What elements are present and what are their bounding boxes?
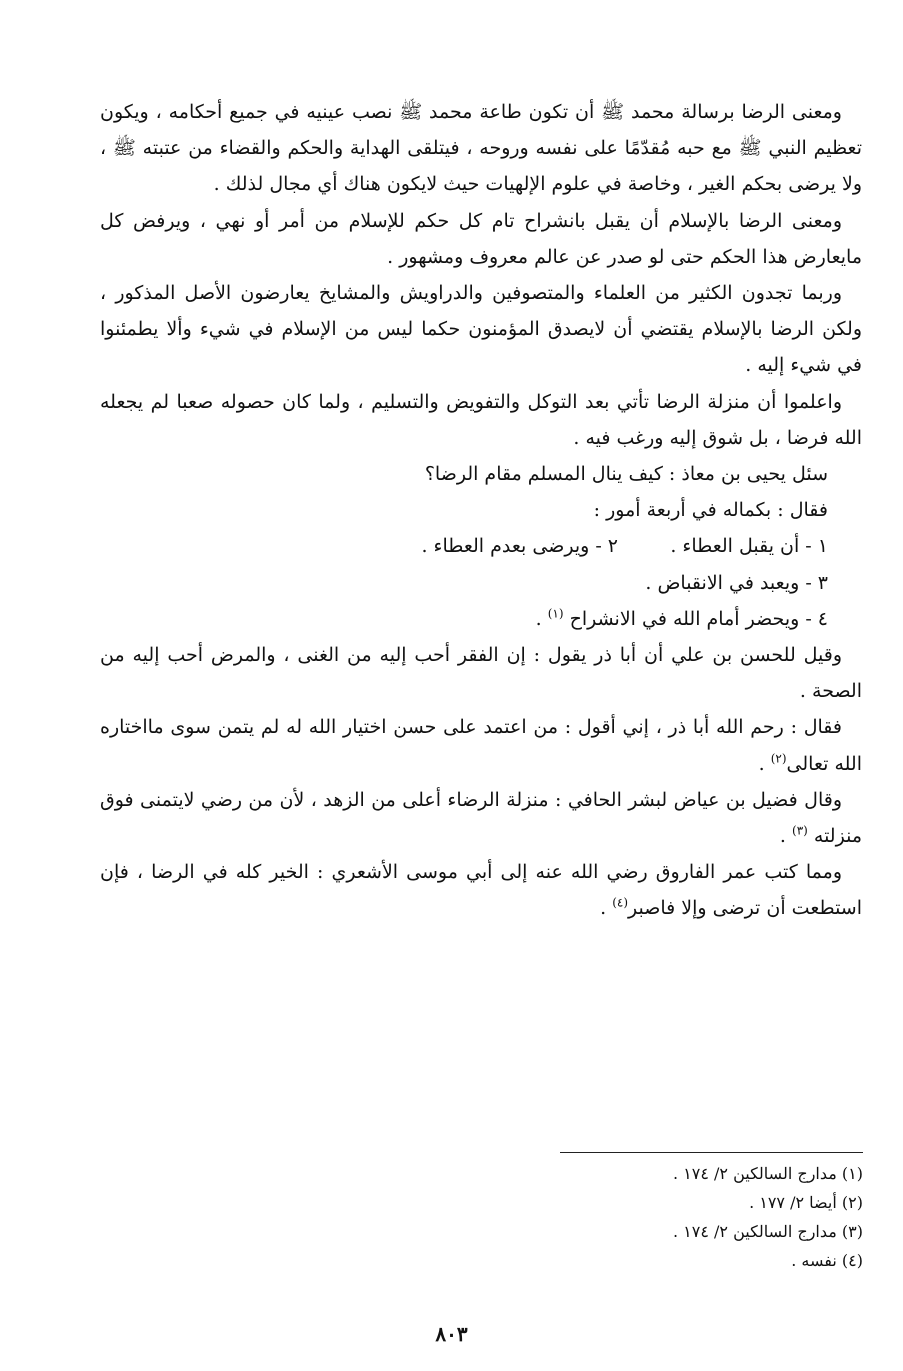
answer-intro: فقال : بكماله في أربعة أمور :	[593, 499, 828, 522]
sentence-end: .	[535, 607, 548, 630]
list-item: ١ - أن يقبل العطاء .	[670, 535, 828, 558]
footnote: (٤) نفسه .	[791, 1251, 863, 1270]
paragraph-scholars-oppose: وربما تجدون الكثير من العلماء والمتصوفين والدراويش والمشايخ يعارضون الأصل المذكور ، ولكن الرضا بالإسلام يقتضي أن لايصدق المؤمنون حكما ليس من الإسلام في شيء وألا يطمئنوا في شيء إليه .	[100, 282, 862, 377]
paragraph-ridha-prophet: ومعنى الرضا برسالة محمد ﷺ أن تكون طاعة محمد ﷺ نصب عينيه في جميع أحكامه ، ويكون تعظيم النبي ﷺ مع حبه مُقدّمًا على نفسه وروحه ، فيتلقى الهداية والحكم والقضاء من عتبته ﷺ ، ولا يرضى بحكم الغير ، وخاصة في علوم الإلهيات حيث لايكون هناك أي مجال لذلك .	[100, 101, 862, 196]
footnotes	[500, 1159, 863, 1275]
paragraph-umar	[100, 854, 862, 926]
reply-text: فقال : رحم الله أبا ذر ، إني أقول : من اعتمد على حسن اختيار الله له لم يتمن سوى مااختاره الله تعالى	[100, 716, 862, 775]
footnote: (٢) أيضا ٢/ ١٧٧ .	[749, 1193, 863, 1212]
footnote-ref: (١)	[547, 606, 564, 621]
fudayl-text: وقال فضيل بن عياض لبشر الحافي : منزلة الرضاء أعلى من الزهد ، لأن من رضي لايتمنى فوق منزلته	[100, 788, 862, 848]
footnote-divider	[560, 1152, 863, 1153]
list-item-4	[100, 601, 862, 637]
footnote: (٣) مدارج السالكين ٢/ ١٧٤ .	[672, 1222, 863, 1241]
sentence-end: .	[758, 752, 771, 775]
list-row-1-2	[100, 528, 862, 564]
umar-text: ومما كتب عمر الفاروق رضي الله عنه إلى أبي موسى الأشعري : الخير كله في الرضا ، فإن استطعت أن ترضى وإلا فاصبر	[100, 861, 862, 920]
list-item: ٢ - ويرضى بعدم العطاء .	[421, 535, 618, 558]
main-text	[100, 94, 862, 927]
list-item: ٣ - ويعبد في الانقباض .	[645, 571, 828, 594]
paragraph-reply	[100, 709, 862, 781]
list-item-4-text: ٤ - ويحضر أمام الله في الانشراح	[569, 607, 828, 630]
page-number: ٨٠٣	[435, 1322, 468, 1346]
paragraph-ridha-islam: ومعنى الرضا بالإسلام أن يقبل بانشراح تام كل حكم للإسلام من أمر أو نهي ، ويرفض كل مايعارض هذا الحكم حتى لو صدر عن عالم معروف ومشهور .	[100, 209, 862, 268]
footnote: (١) مدارج السالكين ٢/ ١٧٤ .	[672, 1164, 863, 1183]
question-yahya: سئل يحيى بن معاذ : كيف ينال المسلم مقام الرضا؟	[424, 463, 828, 486]
footnote-ref: (٣)	[792, 823, 808, 838]
paragraph-fudayl	[100, 782, 862, 854]
sentence-end: .	[779, 825, 793, 848]
footnote-ref: (٤)	[612, 896, 629, 911]
paragraph-station-ridha: واعلموا أن منزلة الرضا تأتي بعد التوكل والتفويض والتسليم ، ولما كان حصوله صعبا لم يجعله الله فرضا ، بل شوق إليه ورغب فيه .	[100, 390, 862, 449]
paragraph-hasan: وقيل للحسن بن علي أن أبا ذر يقول : إن الفقر أحب إليه من الغنى ، والمرض أحب إليه من الصحة .	[100, 644, 862, 703]
sentence-end: .	[600, 897, 613, 920]
footnote-ref: (٢)	[770, 751, 787, 766]
